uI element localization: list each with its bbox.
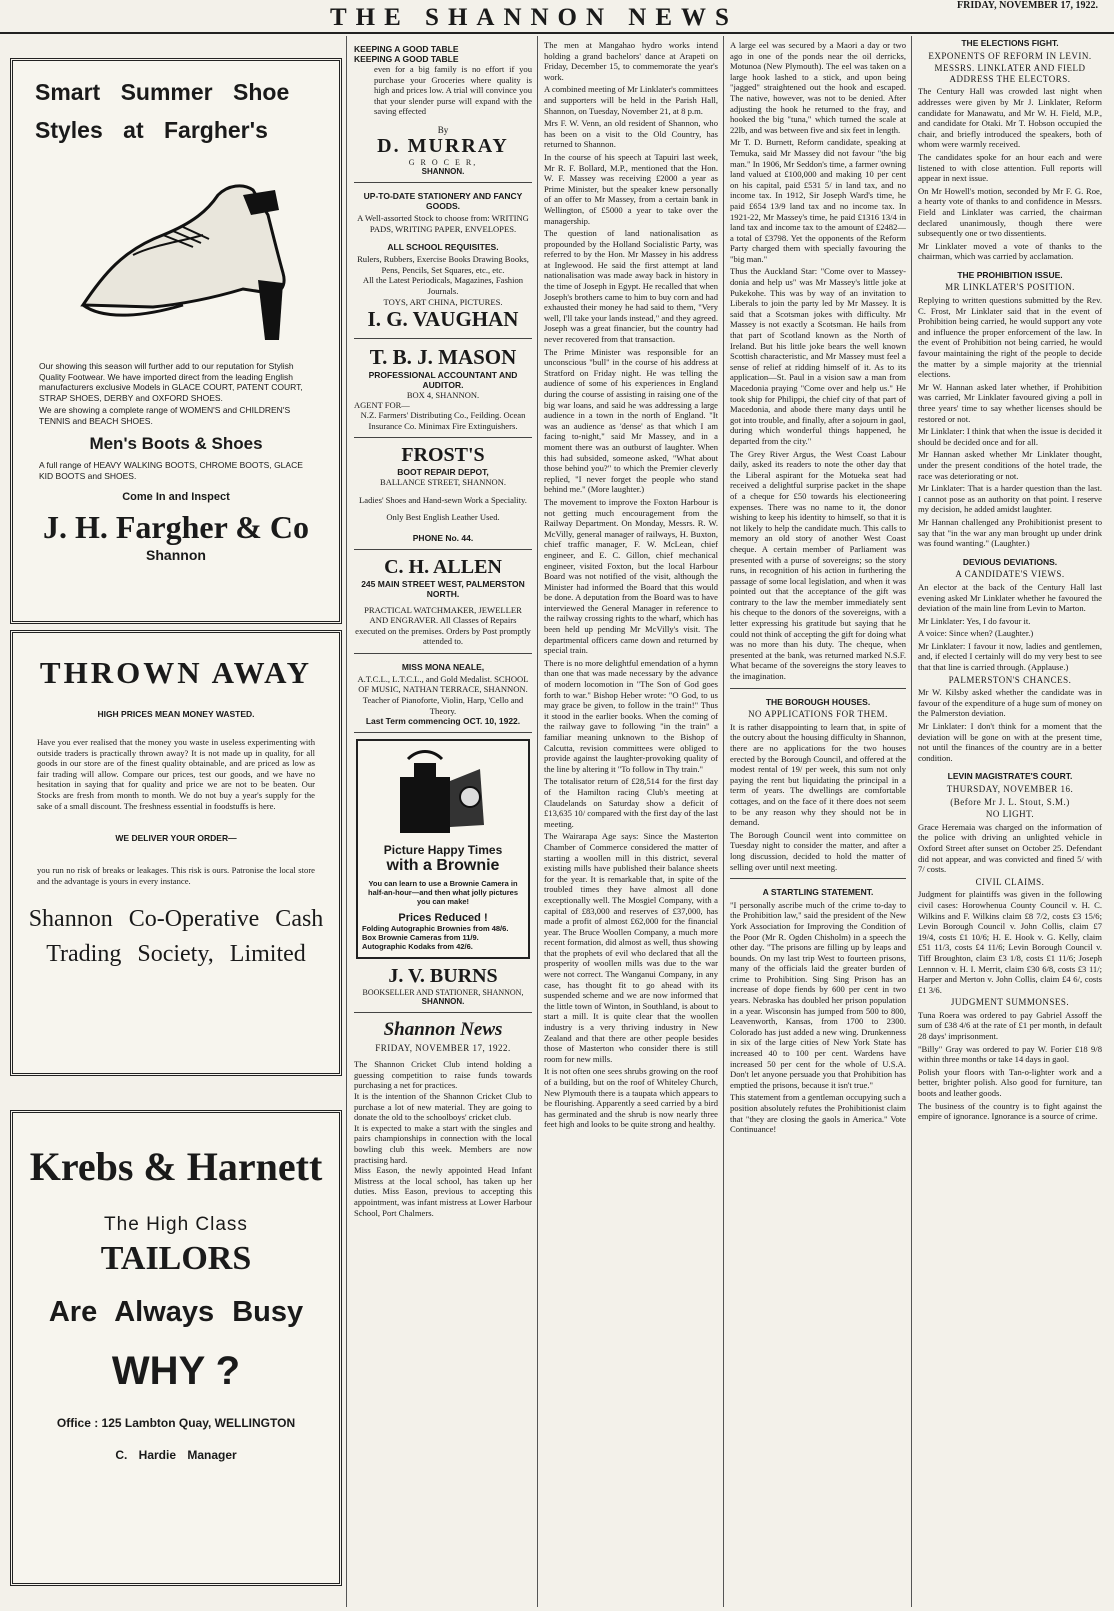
deviations-heading: DEVIOUS DEVIATIONS. xyxy=(962,556,1058,567)
cricket-para-2: It is the intention of the Shannon Cricket Club to purchase a lot of new material. They are going to donate the old to the schoolboys' cricket club. xyxy=(354,1091,532,1123)
coop-deliver: WE DELIVER YOUR ORDER— xyxy=(115,833,237,844)
brownie-box: Box Brownie Cameras from 11/9. xyxy=(362,933,479,943)
col5-para-20: "Billy" Gray was ordered to pay W. Forier £18 9/8 within three months or take 14 days in gaol. xyxy=(918,1043,1102,1065)
burns-name: J. V. BURNS xyxy=(388,965,498,988)
krebs-name: Krebs & Harnett xyxy=(29,1144,323,1189)
col5-para-11: An elector at the back of the Century Hall last evening asked Mr Linklater whether he favoured the deviation of the main line from Levin to Marton. xyxy=(918,581,1102,614)
col3-para-6: The Prime Minister was responsible for an unconscious "bull" in the course of his address at Stratford on Friday night. He was telling the audience of some of his experiences in England during the course of assisting in raising one of the big war loans, and said he was addressing a large audience in a town in the north of England. "It was an audience as 'dense' as that which I am facing to-night," said Mr Massey, and in a moment there was an outburst of laughter. When this had subsided, someone asked, "What about those behind you?" to which the Premier cleverly replied, "I never forget the people who stand behind me." (More laughter.) xyxy=(544,346,718,495)
burns-sub: BOOKSELLER AND STATIONER, SHANNON, xyxy=(362,988,524,998)
murray-name: D. MURRAY xyxy=(377,134,509,157)
coop-title: THROWN AWAY xyxy=(39,655,313,690)
krebs-line1: The High Class xyxy=(104,1214,248,1235)
brownie-folding: Folding Autographic Brownies from 48/6. xyxy=(362,924,509,934)
elections-sub-2: MESSRS. LINKLATER AND FIELD ADDRESS THE ELECTORS. xyxy=(934,63,1086,84)
cricket-para-1: The Shannon Cricket Club intend holding a guessing competition to raise funds towards purchasing a net for practices. xyxy=(354,1059,532,1091)
borough-sub: NO APPLICATIONS FOR THEM. xyxy=(748,709,888,720)
col5-para-5: Replying to written questions submitted by the Rev. C. Frost, Mr Linklater said that in the event of Prohibition being carried, he would support any vote and influence the proper enforcement of the law. In the event of Prohibition not being carried, he would favour maintaining the right of the people to decide the matter by a simple majority at the triennial elections. xyxy=(918,295,1102,380)
col5-para-4: Mr Linklater moved a vote of thanks to the chairman, which was carried by acclamation. xyxy=(918,240,1102,262)
brownie-advertisement xyxy=(356,739,530,959)
keeping-heading-2: KEEPING A GOOD TABLE xyxy=(354,54,459,64)
krebs-line4: WHY ? xyxy=(111,1349,241,1393)
masthead xyxy=(0,0,1114,34)
krebs-advertisement xyxy=(10,1110,342,1586)
coop-advertisement xyxy=(10,630,342,1076)
col4-para-4: The Grey River Argus, the West Coast Labour daily, asked its readers to note the other day that the Liberal aspirant for the Motueka seat had received a delightful surprise packet in the shape of a cheque for £50 towards his electioneering expenses. There was no name to it, the donor wishing to keep his identity to himself, so that it is not likely to help the candidate much. This calls to memory an old story of another West Coast cheque. A certain member of Parliament was presented with a purse of sovereigns; so the story runs, in recognition of his action in furthering the passage of some local legislation, and when it was pointed out that the acceptance of the gift was contrary to the law the member immediately sent his cheque to the donors of the sovereigns, with a letter expressing his gratitude but saying that he could not think of accepting the gift for doing what was no more than his duty. The cheque, when presented at the bank, was returned marked N.S.F. What became of the sovereigns the story leaves to the imagination. xyxy=(730,448,906,682)
column-2 xyxy=(354,40,532,1607)
neale-name: MISS MONA NEALE, xyxy=(401,661,485,672)
toys: TOYS, ART CHINA, PICTURES. xyxy=(383,296,503,307)
neale-body: A.T.C.L., L.T.C.L., and Gold Medalist. SCHOOL OF MUSIC, NATHAN TERRACE, SHANNON. Teacher of Pianoforte, Violin, Harp, 'Cello and Theory. xyxy=(357,673,529,716)
mason-body: N.Z. Farmers' Distributing Co., Feilding. Ocean Insurance Co. Minimax Fire Extinguishers. xyxy=(360,410,526,431)
krebs-line2: TAILORS xyxy=(100,1240,252,1277)
court-no-light: NO LIGHT. xyxy=(985,809,1035,820)
shoe-illustration xyxy=(43,155,309,355)
col4-para-3: Thus the Auckland Star: "Come over to Massey-donia and help us" was Mr Massey's little joke at Pukekohe. This was by way of an invitation to Liberals to join the party led by Mr Massey. It is said that a Scotsman jokes with difficulty. Mr Massey is not exactly a Scotsman. He hails from that part of Scotland known as the North of Ireland. But his little joke bears the well known Scottish characteristic, and Mr Massey must feel a sense of relief at ridding himself of it. As to its application—St. Paul in a vision saw a man from Macedonia praying "Come over and help us." He took ship for Philippi, the chief city of that part of Macedonia, and abode there many days until he got into trouble, and finally, after a sojourn in gaol, during which wonderful things happened, he departed from the city." xyxy=(730,266,906,446)
col3-para-2: A combined meeting of Mr Linklater's committees and supporters will be held in the Parish Hall, Shannon, on Tuesday, November 21, at 8 p.m. xyxy=(544,84,718,116)
palmerston-sub: PALMERSTON'S CHANCES. xyxy=(948,674,1072,685)
court-date: THURSDAY, NOVEMBER 16. xyxy=(946,784,1074,794)
allen-address: 245 MAIN STREET WEST, PALMERSTON NORTH. xyxy=(361,578,525,599)
brownie-body: You can learn to use a Brownie Camera in half-an-hour—and then what jolly pictures you can make! xyxy=(367,879,518,907)
brownie-kodaks: Autographic Kodaks from 42/6. xyxy=(362,942,473,952)
col5-para-17: Grace Heremaia was charged on the information of the police with driving an unlighted vehicle in Oxford Street after sunset on October 25. Defendant did not appear, and was convicted and fined 5/ with 7/ costs. xyxy=(918,821,1102,875)
krebs-manager: C. Hardie Manager xyxy=(115,1448,237,1462)
court-civil: CIVIL CLAIMS. xyxy=(975,876,1045,887)
col5-para-19: Tuna Roera was ordered to pay Gabriel Assoff the sum of £38 4/6 at the rate of £1 per month, in default 28 days' imprisonment. xyxy=(918,1009,1102,1042)
col5-para-1: The Century Hall was crowded last night when addresses were given by Mr J. Linklater, Reform candidate for Manawatu, and Mr W. H. Field, M.P., and candidate for Otaki. Mr T. Hobson occupied the chair, and briefly introduced the speakers, both of whom were warmly received. xyxy=(918,86,1102,150)
deviations-sub: A CANDIDATE'S VIEWS. xyxy=(955,569,1065,580)
col4-para-8: This statement from a gentleman occupying such a position absolutely refutes the Prohibitionist claim that "they are closing the gaols in America." Vote Continuance! xyxy=(730,1092,906,1135)
col5-para-16: Mr Linklater: I don't think for a moment that the deviation will be gone on with at the present time, not until the finances of the country are in a better condition. xyxy=(918,721,1102,763)
col5-para-9: Mr Linklater: That is a harder question than the last. I cannot pose as an authority on that point. I reserve my decision, he added amidst laughter. xyxy=(918,483,1102,515)
col3-para-10: The Wairarapa Age says: Since the Masterton Chamber of Commerce considered the matter of starting a woollen mill in this district, several existing mills have published their balance sheets for the year. It is remarkable that, in spite of the troubled times they have almost all done exceptionally well. The Mosgiel Company, with a capital of £83,000 and reserves of £37,000, has made a profit of almost £62,000 for the financial year. The Bruce Woollen Company, a much more recent formation, did almost as well, thus showing that the prophets of evil who declared that all the prosperity of woollen mills was due to the war were not correct. The Wanganui Company, in any case, has thought fit to go ahead with its suspended scheme and we are now informed that the little town of Winton, in Southland, is about to start a mill. It is quite clear that the woollen industry is a very thriving industry in New Zealand and that there are other people besides those of Masterton who consider there is still room for new mills. xyxy=(544,831,718,1064)
coop-body1: Have you ever realised that the money you waste in useless experimenting with outside traders is practically thrown away? It is not made up in quality, for all goods in our store are of the finest quality obtainable, and are priced as low as fair trading will allow. Compare our prices, test our goods, and we have no hesitation in saying that for quality and price we are not to be beaten. Our Stocks are fresh from month to month. We do not buy a year's supply for the sake of a small discount. The freshness essential in foodstuffs is here. xyxy=(37,737,315,811)
camera-illustration xyxy=(362,747,524,843)
periodicals: All the Latest Periodicals, Magazines, Fashion Journals. xyxy=(362,275,524,296)
startling-heading: A STARTLING STATEMENT. xyxy=(762,887,874,898)
column-4 xyxy=(730,40,906,1607)
mason-box: BOX 4, SHANNON. xyxy=(406,390,480,401)
keeping-heading-1: KEEPING A GOOD TABLE xyxy=(354,44,459,54)
frost-leather: Only Best English Leather Used. xyxy=(386,511,500,522)
col3-para-7: The movement to improve the Foxton Harbour is not getting much encouragement from the Railway Department. On Monday, Messrs. R. W. McVilly, general manager of railways, H. Buxton, chief traffic manager, F. W. McLean, chief engineer, and E. C. Gillon, chief mechanical engineer, visited Foxton, but the local Harbour Board was not notified of the visit, although the Minister had informed the Board that this would be done. A deputation from the Board was to have interviewed the General Manager in reference to the railway crossing rights to the wharf, which has been held up pending Mr McVilly's visit. The departmental officers came down and returned by special train. xyxy=(544,496,718,656)
coop-name1: Shannon Co-Operative Cash xyxy=(28,906,324,933)
fargher-body1: Our showing this season will further add to our reputation for Stylish Quality Footwear. We have imported direct from the leading English manufacturers exclusive Models in GLACE COURT, PATENT COURT, STRAP SHOES, DERBY and OXFORD SHOES. xyxy=(39,361,303,403)
coop-body2: you run no risk of breaks or leakages. This risk is ours. Patronise the local store and the advantage is yours in every instance. xyxy=(37,865,315,886)
fargher-inspect: Come In and Inspect xyxy=(122,491,230,503)
allen-name: C. H. ALLEN xyxy=(384,555,502,578)
issue-date: FRIDAY, NOVEMBER 17, 1922. xyxy=(957,0,1098,11)
col3-para-1: The men at Mangahao hydro works intend holding a grand bachelors' dance at Arapeti on Friday, December 15, to commemorate the year's work. xyxy=(544,40,718,82)
col5-para-18: Judgment for plaintiffs was given in the following civil cases: Horowhenua County Council v. H. C. Wilkins and F. Wilkins claim £8 7/2, costs £3 15/6; Levin Borough Council v. John Collis, claim £7 19/4, costs £1 10/6; H. E. Hook v. G. Kelly, claim £51 11/3, costs £4 11/6; Levin Borough Council v. Tiff Broughton, claim £3 1/8, costs £1 11/6; Joseph Lennnon v. H. I. Merrit, claim £30 6/8, costs £3 11/; Harper and Merton v. John Collis, claim £4 6/, costs £1 3/6. xyxy=(918,889,1102,995)
frost-phone: PHONE No. 44. xyxy=(412,532,474,543)
fargher-town: Shannon xyxy=(146,547,206,563)
murray-by: By xyxy=(437,124,449,135)
frost-name: FROST'S xyxy=(401,444,485,467)
fargher-advertisement xyxy=(10,58,342,624)
col5-para-22: The business of the country is to fight against the empire of ignorance. Ignorance is a source of crime. xyxy=(918,1100,1102,1122)
court-before: (Before Mr J. L. Stout, S.M.) xyxy=(950,796,1070,807)
murray-sub2: SHANNON. xyxy=(421,166,465,176)
fargher-mens-heading: Men's Boots & Shoes xyxy=(89,434,263,453)
column-5 xyxy=(918,36,1102,1607)
col4-para-1: A large eel was secured by a Maori a day or two ago in one of the ponds near the oil derricks, Motunoa (New Plymouth). The eel was taken on a large hook lashed to a stick, and upon being "jagged" straightened out the hook and escaped. The native, however, was not to be denied. After adjusting the hook he returned to the fray, and hooked the big "tuna," which turned the scale at 22lb, and was between five and six feet in length. xyxy=(730,40,906,135)
allen-body: PRACTICAL WATCHMAKER, JEWELLER AND ENGRAVER. All Classes of Repairs executed on the premises. Orders by Post promptly attended to. xyxy=(355,604,531,647)
coop-name2: Trading Society, Limited xyxy=(46,941,306,968)
eason-para: Miss Eason, the newly appointed Head Infant Mistress at the local school, has taken up her duties. Miss Eason, previous to accepting this appointment, was infant mistress at Lower Harbour School, Port Chalmers. xyxy=(354,1165,532,1218)
column-3 xyxy=(544,40,718,1607)
fargher-name: J. H. Fargher & Co xyxy=(42,509,310,545)
murray-sub1: G R O C E R, xyxy=(408,157,478,167)
neale-term: Last Term commencing OCT. 10, 1922. xyxy=(365,716,521,727)
col5-para-10: Mr Hannan challenged any Prohibitionist present to say that "in the war any man brought up under drink was found wanting." (Laughter.) xyxy=(918,516,1102,549)
fargher-body2: We are showing a complete range of WOMEN'S and CHILDREN'S TENNIS and BEACH SHOES. xyxy=(39,405,291,426)
col5-para-2: The candidates spoke for an hour each and were listened to with close attention. Full reports will appear in next issue. xyxy=(918,151,1102,184)
col4-para-2: Mr T. D. Burnett, Reform candidate, speaking at Temuka, said Mr Massey did not favour "the big man." In 1906, Mr Seddon's time, a farmer owning land valued at £100,000 and making 10 per cent on his capital, paid £531 5/ in land tax, and no income tax. In 1912, Sir Joseph Ward's time, he paid £654 13/9 land tax and no income tax. In 1921-22, Mr Massey's time, he paid £1316 13/4 in land tax and income tax to the amount of £2482—a total of £3798. Yet the opponents of the Reform Party charged them with specially favouring the "big man." xyxy=(730,137,906,264)
court-summonses: JUDGMENT SUMMONSES. xyxy=(950,997,1070,1008)
stationery-body: A Well-assorted Stock to choose from: WRITING PADS, WRITING PAPER, ENVELOPES. xyxy=(357,212,529,234)
stationery-heading: UP-TO-DATE STATIONERY AND FANCY GOODS. xyxy=(363,190,523,211)
col5-para-21: Polish your floors with Tan-o-lighter work and a better, brighter polish. Also good for furniture, tan boots and leather goods. xyxy=(918,1066,1102,1099)
mason-agent: AGENT FOR— xyxy=(354,400,410,411)
brownie-line2: with a Brownie xyxy=(386,857,500,875)
brownie-line1: Picture Happy Times xyxy=(383,843,503,858)
coop-sub: HIGH PRICES MEAN MONEY WASTED. xyxy=(97,709,255,719)
krebs-office: Office : 125 Lambton Quay, WELLINGTON xyxy=(56,1416,296,1430)
col4-para-7: "I personally ascribe much of the crime to-day to the Prohibition law," said the president of the New York Association for Improving the Condition of the Poor (Mr R. Ogden Chisholm) in a speech the other day. "The prisons are filling up by leaps and bounds. On my last trip West to fourteen prisons, many of the officials laid the greater burden of crime to Prohibition. Sing Sing Prison has an increase of dope fiends by 600 per cent in two years. Nebraska has doubled her prison population in a year. Wisconsin has jumped from 500 to 800, Leavenworth, Kansas, from 1700 to 2300. Colorado has just added a new wing. Drunkenness in six of the large cities of New York State has increased 40 to 100 per cent. Wardens have increased 50 per cent for the whole of U.S.A. Don't let anyone persuade you that Prohibition has emptied the prisons, because it isn't true." xyxy=(730,899,906,1090)
fargher-body3: A full range of HEAVY WALKING BOOTS, CHROME BOOTS, GLACE KID BOOTS and SHOES. xyxy=(39,460,303,481)
vaughan-name: I. G. VAUGHAN xyxy=(367,307,519,332)
col5-para-13: A voice: Since when? (Laughter.) xyxy=(918,628,1034,639)
col4-para-6: The Borough Council went into committee on Tuesday night to consider the matter, and after a long discussion, decided to hold the matter of selling over until next meeting. xyxy=(730,829,906,872)
mason-sub: PROFESSIONAL ACCOUNTANT AND AUDITOR. xyxy=(368,370,518,391)
col5-para-8: Mr Hannan asked whether Mr Linklater thought, under the present conditions of the hotel trade, the race was deteriorating or not. xyxy=(918,449,1102,481)
borough-heading: THE BOROUGH HOUSES. xyxy=(765,696,871,707)
col3-para-4: In the course of his speech at Tapuiri last week, Mr R. F. Bollard, M.P., mentioned that the Hon. W. F. Massey was receiving £2000 a year as Prime Minister, but the speaker knew personally of an offer to Mr Massey, from a certain bank in Wellington, of £5000 a year to take over the managership. xyxy=(544,151,718,226)
school-body: Rulers, Rubbers, Exercise Books Drawing Books, Pens, Pencils, Set Squares, etc., etc. xyxy=(357,254,529,275)
col5-para-7: Mr Linklater: I think that when the issue is decided it should be decided once and for all. xyxy=(918,426,1102,447)
keeping-body: even for a big family is no effort if you purchase your Groceries where quality is high and prices low. A trial will convince you that your slender purse will expand with the saving effected xyxy=(374,64,532,117)
col3-para-8: There is no more delightful emendation of a hymn than one that was made necessary by the advance of modern locomotion in "The Son of God goes forth to war." Bishop Heber wrote: "O God, to us may grace be given, to follow in the train!" Thus it stood in the earlier books. When the coming of the railway gave to following "in the train" a familiar meaning unknown to the Bishop of Calcutta, revision committees were obliged to provide against the laughter-provoking quality of the line by altering it "To follow in Thy train." xyxy=(544,657,718,774)
krebs-line3: Are Always Busy xyxy=(48,1296,304,1328)
col3-para-3: Mrs F. W. Venn, an old resident of Shannon, who has been on a visit to the Old Country, has returned to Shannon. xyxy=(544,118,718,150)
col5-para-6: Mr W. Hannan asked later whether, if Prohibition was carried, Mr Linklater favoured giving a poll in three years' time to say whether licenses should be restored or not. xyxy=(918,381,1102,424)
col5-para-14: Mr Linklater: I favour it now, ladies and gentlemen, and, if elected I certainly will do my very best to see that that line is carried through. (Applause.) xyxy=(918,640,1102,673)
burns-town: SHANNON. xyxy=(421,997,465,1007)
col4-para-5: It is rather disappointing to learn that, in spite of the outcry about the housing difficulty in Shannon, there are no applications for the two houses erected by the Borough Council, and offered at the modest rental of 19/ per week, this sum not only paying the rent but liquidating the principal in a term of years. The dwellings are comfortable cottages, and on the face of it there does not seem to be any reason why they should not be in demand. xyxy=(730,721,906,828)
col3-para-5: The question of land nationalisation as propounded by the Holland Socialistic Party, was referred to by the Hon. Mr Massey in his address at Inglewood. He said the first attempt at land nationalisation was made away back in history in the time of Joseph in Egypt. He recalled that when Joseph's brothers came to him to buy corn and had exhausted their money he had said to them, "Very well, I'll take your lands instead," and they agreed. Joseph was a great financier, but the country had never recovered from that transaction. xyxy=(544,228,718,345)
frost-body: Ladies' Shoes and Hand-sewn Work a Speciality. xyxy=(359,495,527,506)
col5-para-3: On Mr Howell's motion, seconded by Mr F. G. Roe, a hearty vote of thanks to and confidence in Messrs. Field and Linklater was carried, the chairman declared unanimously, though there were subsequently one or two dissentients. xyxy=(918,185,1102,239)
brownie-reduced: Prices Reduced ! xyxy=(398,912,488,925)
frost-street: BALLANCE STREET, SHANNON. xyxy=(380,477,506,488)
col5-para-12: Mr Linklater: Yes, I do favour it. xyxy=(918,615,1031,626)
fargher-headline: Smart Summer Shoe Styles at Fargher's xyxy=(35,79,290,143)
paper-nameplate: Shannon News xyxy=(383,1019,503,1041)
col3-para-11: It is not often one sees shrubs growing on the roof of a building, but on the roof of Whiteley Church, New Plymouth there is a taupata which appears to be flourishing. Apparently a seed carried by a bird has germinated and the shrub is now nearly three feet high and looks to be quite strong and healthy. xyxy=(544,1066,718,1130)
cricket-para-3: It is expected to make a start with the singles and pairs championships in connection with the local bowling club this week. Members are now practising hard. xyxy=(354,1122,532,1165)
mason-name: T. B. J. MASON xyxy=(369,345,517,370)
school-heading: ALL SCHOOL REQUISITES. xyxy=(387,242,499,253)
court-heading: LEVIN MAGISTRATE'S COURT. xyxy=(947,771,1073,782)
paper-date: FRIDAY, NOVEMBER 17, 1922. xyxy=(375,1043,511,1054)
frost-sub: BOOT REPAIR DEPOT, xyxy=(397,467,489,478)
col3-para-9: The totalisator return of £28,514 for the first day of the Hamilton racing Club's meeting at Claudelands on Saturday show a deficit of £13,635 10/ compared with the first day of the last meeting. xyxy=(544,776,718,829)
newspaper-title: THE SHANNON NEWS xyxy=(330,4,738,31)
prohibition-heading: THE PROHIBITION ISSUE. xyxy=(957,269,1063,280)
col5-para-15: Mr W. Kilsby asked whether the candidate was in favour of the expenditure of a huge sum of money on the Palmerston deviation. xyxy=(918,687,1102,719)
elections-heading: THE ELECTIONS FIGHT. xyxy=(961,38,1059,48)
prohibition-sub: MR LINKLATER'S POSITION. xyxy=(945,282,1075,293)
elections-sub: EXPONENTS OF REFORM IN LEVIN. xyxy=(928,50,1092,61)
